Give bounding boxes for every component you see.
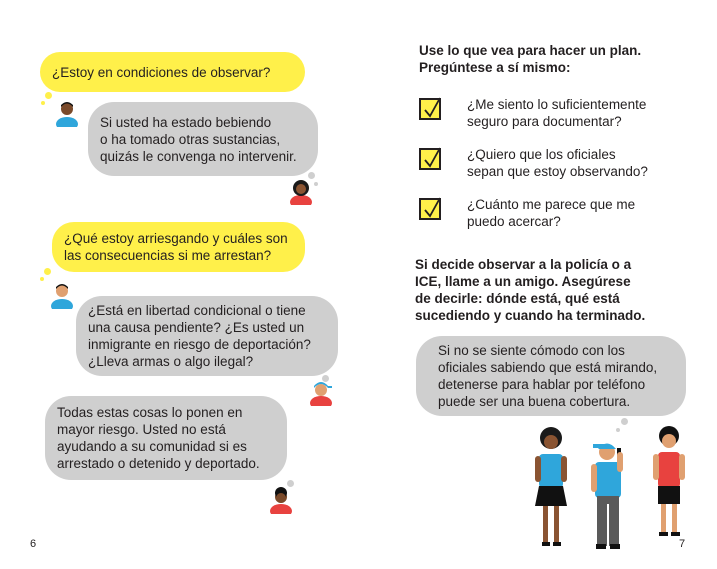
three-people-illustration	[521, 424, 701, 564]
answer-bubble-2-text: ¿Está en libertad condicional o tiene una causa pendiente? ¿Es usted un inmigrante en riesgo de deportación? ¿Lleva armas o algo ilegal?	[88, 303, 311, 369]
question-bubble-2	[52, 222, 305, 272]
checklist-item-text: ¿Cuánto me parece que me puedo acercar?	[467, 197, 636, 229]
bubble-tail-dot	[314, 182, 318, 186]
answer-bubble-2	[76, 296, 338, 376]
cover-tip-bubble-text: Si no se siente cómodo con los oficiales sabiendo que está mirando, detenerse para hablar por teléfono puede ser una buena cobertura.	[438, 343, 658, 409]
plan-heading: Use lo que vea para hacer un plan. Pregúntese a sí mismo:	[419, 43, 642, 75]
page-number: 6	[30, 538, 37, 550]
call-friend-heading: Si decide observar a la policía o a ICE, llame a un amigo. Asegúrese de decirle: dónde está, qué está sucediendo y cuando ha terminado.	[415, 257, 646, 323]
person-avatar-icon	[268, 486, 294, 514]
checklist-item-1	[419, 96, 709, 132]
checklist-item-3	[419, 196, 709, 232]
cover-tip-bubble	[416, 336, 686, 416]
page-number: 7	[679, 538, 686, 550]
answer-bubble-3	[45, 396, 287, 480]
checklist-item-text: ¿Me siento lo suficientemente seguro para documentar?	[467, 97, 647, 129]
checklist-item-text: ¿Quiero que los oficiales sepan que estoy observando?	[467, 147, 648, 179]
right-page	[359, 0, 717, 569]
question-bubble-2-text: ¿Qué estoy arriesgando y cuáles son las consecuencias si me arrestan?	[64, 231, 288, 263]
answer-bubble-3-text: Todas estas cosas lo ponen en mayor riesgo. Usted no está ayudando a su comunidad si es arrestado o detenido y deportado.	[57, 405, 260, 471]
checkbox-checked-icon	[419, 98, 441, 120]
checkbox-checked-icon	[419, 198, 441, 220]
question-bubble-1-text: ¿Estoy en condiciones de observar?	[52, 64, 271, 80]
bubble-tail-dot	[45, 92, 52, 99]
left-page	[0, 0, 358, 569]
person-avatar-icon	[288, 177, 314, 205]
answer-bubble-1-text: Si usted ha estado bebiendo o ha tomado otras sustancias, quizás le convenga no intervenir.	[100, 114, 297, 164]
person-avatar-icon	[50, 281, 74, 309]
bubble-tail-dot	[41, 101, 45, 105]
person-avatar-icon	[55, 99, 79, 127]
question-bubble-1	[40, 52, 305, 92]
checklist-item-2	[419, 146, 709, 182]
checkbox-checked-icon	[419, 148, 441, 170]
bubble-tail-dot	[44, 268, 51, 275]
bubble-tail-dot	[40, 277, 44, 281]
answer-bubble-1	[88, 102, 318, 176]
person-avatar-icon	[308, 378, 334, 406]
